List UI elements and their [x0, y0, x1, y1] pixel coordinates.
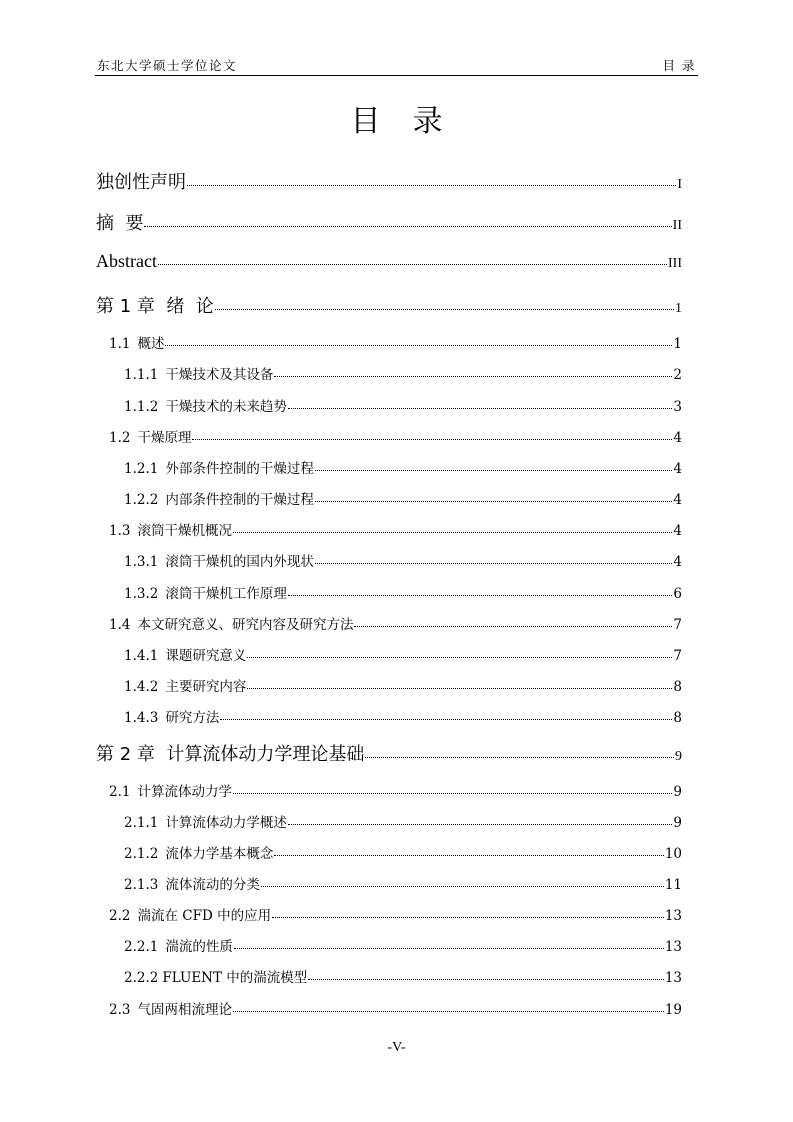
- toc-leader-dots: [233, 793, 672, 794]
- toc-entry-page: 4: [673, 523, 682, 539]
- toc-entry-text: 1.4 本文研究意义、研究内容及研究方法: [109, 617, 354, 633]
- toc-entry-page: 4: [673, 430, 682, 446]
- toc-entry-text: 1.2.1 外部条件控制的干燥过程: [124, 461, 314, 477]
- toc-leader-dots: [315, 501, 673, 502]
- toc-leader-dots: [315, 470, 673, 471]
- toc-leader-dots: [354, 626, 672, 627]
- toc-entry[interactable]: [124, 582, 682, 602]
- toc-entry[interactable]: [124, 644, 682, 664]
- toc-entry-page: 1: [675, 301, 682, 316]
- toc-entry-text: 2.1.1 计算流体动力学概述: [124, 815, 287, 831]
- toc-leader-dots: [315, 563, 673, 564]
- toc-leader-dots: [158, 264, 667, 265]
- toc-entry-page: 1: [673, 336, 682, 352]
- toc-entry-page: II: [672, 218, 682, 233]
- toc-entry-text: 第 1 章 绪 论: [96, 296, 214, 317]
- toc-leader-dots: [247, 688, 672, 689]
- toc-leader-dots: [288, 824, 673, 825]
- toc-entry-text: 2.1.3 流体流动的分类: [124, 877, 260, 893]
- toc-leader-dots: [192, 439, 672, 440]
- toc-entry-page: 9: [675, 749, 682, 764]
- toc-entry-text: 1.4.1 课题研究意义: [124, 648, 247, 664]
- toc-entry-page: 8: [673, 679, 682, 695]
- toc-entry-text: 1.3 滚筒干燥机概况: [109, 523, 232, 539]
- toc-entry-page: 9: [673, 815, 682, 831]
- toc-entry-page: 11: [664, 877, 682, 893]
- toc-entry[interactable]: [96, 740, 682, 766]
- toc-entry[interactable]: [109, 780, 682, 800]
- page-title: 目录: [350, 104, 475, 139]
- toc-leader-dots: [215, 309, 674, 310]
- toc-entry[interactable]: [124, 842, 682, 862]
- toc-entry-page: 2: [673, 367, 682, 383]
- toc-entry[interactable]: [96, 251, 682, 272]
- toc-entry-text: 2.1 计算流体动力学: [109, 784, 232, 800]
- toc-entry-page: 19: [664, 1002, 682, 1018]
- toc-entry-text: 1.4.3 研究方法: [124, 710, 220, 726]
- toc-entry-text: 1.2 干燥原理: [109, 430, 192, 446]
- toc-entry[interactable]: [124, 935, 682, 955]
- toc-entry-text: 1.3.1 滚筒干燥机的国内外现状: [124, 554, 314, 570]
- toc-entry-text: 2.2.2 FLUENT 中的湍流模型: [124, 970, 308, 986]
- toc-entry[interactable]: [124, 457, 682, 477]
- toc-entry[interactable]: [96, 168, 682, 194]
- toc-entry-text: 1.1.1 干燥技术及其设备: [124, 367, 274, 383]
- toc-entry-page: 13: [664, 970, 682, 986]
- toc-leader-dots: [165, 345, 672, 346]
- toc-entry[interactable]: [124, 706, 682, 726]
- toc-entry-page: 6: [673, 586, 682, 602]
- toc-leader-dots: [308, 979, 664, 980]
- toc-entry-text: 第 2 章 计算流体动力学理论基础: [96, 744, 365, 765]
- toc-entry-text: 1.2.2 内部条件控制的干燥过程: [124, 492, 314, 508]
- toc-entry[interactable]: [124, 488, 682, 508]
- toc-leader-dots: [187, 185, 676, 186]
- toc-entry-text: 独创性声明: [96, 172, 186, 193]
- toc-leader-dots: [247, 657, 672, 658]
- toc-entry[interactable]: [109, 613, 682, 633]
- toc-entry-page: III: [668, 256, 682, 271]
- toc-entry-page: 4: [673, 492, 682, 508]
- toc-entry[interactable]: [109, 332, 682, 352]
- toc-entry[interactable]: [96, 209, 682, 235]
- toc-entry-text: 1.1 概述: [109, 336, 165, 352]
- toc-entry-text: 1.4.2 主要研究内容: [124, 679, 247, 695]
- toc-entry-page: 10: [664, 846, 682, 862]
- toc-entry[interactable]: [124, 550, 682, 570]
- toc-entry-text: 摘 要: [96, 213, 144, 234]
- toc-entry-text: Abstract: [96, 251, 157, 271]
- toc-entry-page: 9: [673, 784, 682, 800]
- toc-entry[interactable]: [109, 904, 682, 924]
- toc-leader-dots: [274, 376, 672, 377]
- toc-entry-text: 2.2.1 湍流的性质: [124, 939, 233, 955]
- toc-entry-page: 13: [664, 908, 682, 924]
- header-thesis-title: 东北大学硕士学位论文: [97, 58, 238, 73]
- toc-entry-page: I: [677, 177, 682, 192]
- toc-leader-dots: [274, 855, 663, 856]
- page-number: -V-: [387, 1040, 406, 1055]
- toc-entry-text: 2.2 湍流在 CFD 中的应用: [109, 908, 272, 924]
- toc-leader-dots: [144, 226, 671, 227]
- toc-leader-dots: [233, 532, 672, 533]
- toc-entry-page: 7: [673, 617, 682, 633]
- toc-entry-page: 4: [673, 461, 682, 477]
- toc-entry[interactable]: [124, 873, 682, 893]
- toc-entry-text: 1.1.2 干燥技术的未来趋势: [124, 399, 287, 415]
- toc-entry[interactable]: [96, 292, 682, 318]
- toc-leader-dots: [365, 757, 674, 758]
- toc-entry-text: 2.3 气固两相流理论: [109, 1002, 232, 1018]
- toc-entry[interactable]: [109, 998, 682, 1018]
- toc-entry-page: 3: [673, 399, 682, 415]
- toc-entry[interactable]: [124, 363, 682, 383]
- toc-leader-dots: [233, 1011, 664, 1012]
- toc-entry-page: 8: [673, 710, 682, 726]
- toc-leader-dots: [220, 719, 672, 720]
- toc-entry[interactable]: [124, 675, 682, 695]
- toc-entry-page: 13: [664, 939, 682, 955]
- toc-entry[interactable]: [124, 966, 682, 986]
- toc-entry[interactable]: [109, 519, 682, 539]
- toc-entry-text: 1.3.2 滚筒干燥机工作原理: [124, 586, 287, 602]
- toc-entry[interactable]: [124, 395, 682, 415]
- toc-leader-dots: [288, 408, 673, 409]
- toc-leader-dots: [272, 917, 664, 918]
- toc-entry-text: 2.1.2 流体力学基本概念: [124, 846, 274, 862]
- header-section-title: 目 录: [662, 58, 696, 73]
- toc-entry-page: 4: [673, 554, 682, 570]
- toc-leader-dots: [288, 595, 673, 596]
- toc-entry-page: 7: [673, 648, 682, 664]
- toc-leader-dots: [234, 948, 664, 949]
- toc-leader-dots: [261, 886, 664, 887]
- toc-entry[interactable]: [124, 811, 682, 831]
- toc-entry[interactable]: [109, 426, 682, 446]
